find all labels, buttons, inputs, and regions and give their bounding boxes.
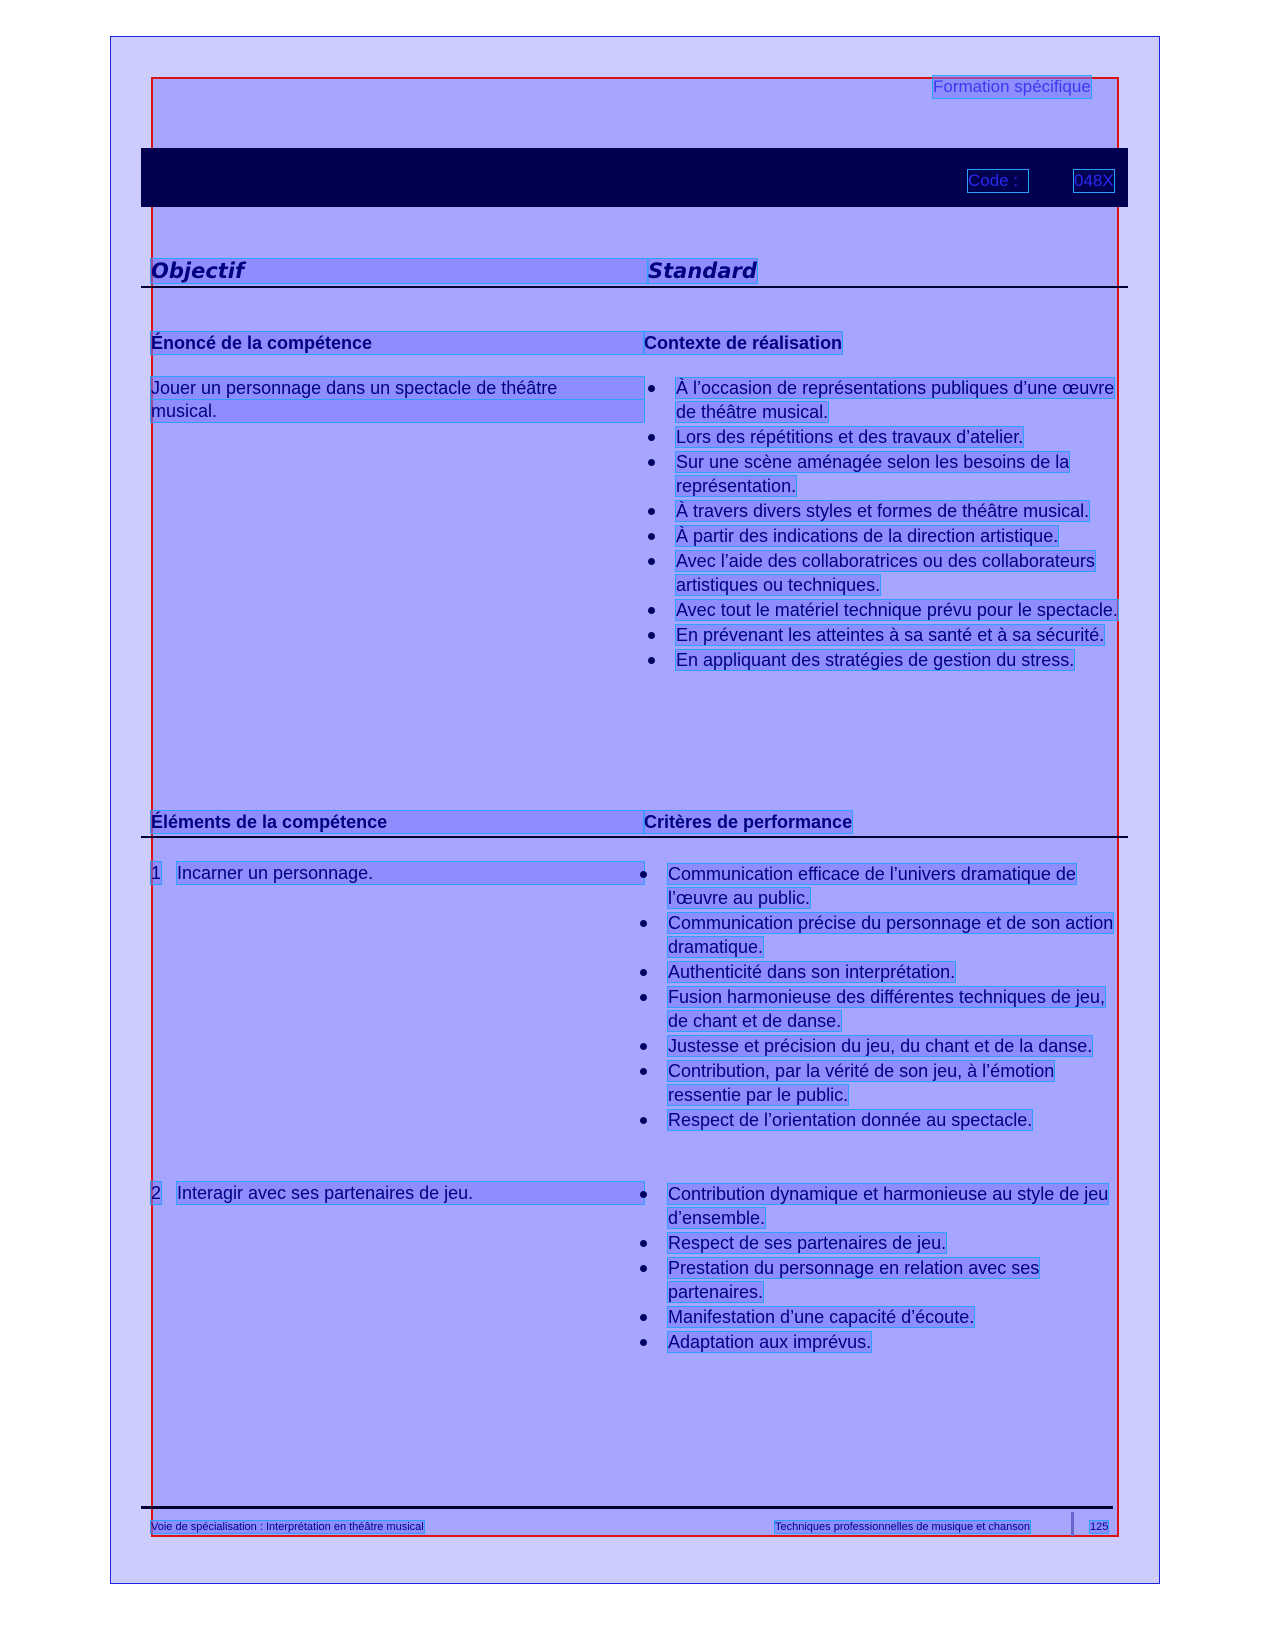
bullet-icon bbox=[640, 1068, 647, 1075]
footer-left: Voie de spécialisation : Interprétation en théâtre musical bbox=[151, 1521, 424, 1533]
bullet-icon bbox=[640, 1265, 647, 1272]
bullet-icon bbox=[640, 994, 647, 1001]
bullet-icon bbox=[648, 434, 655, 441]
element-2-number: 2 bbox=[151, 1183, 162, 1203]
bullet-icon bbox=[640, 1339, 647, 1346]
bullet-icon bbox=[648, 632, 655, 639]
list-item: Manifestation d’une capacité d’écoute. bbox=[668, 1305, 1118, 1329]
contexte-list bbox=[676, 376, 1118, 673]
list-item: À travers divers styles et formes de théâtre musical. bbox=[676, 499, 1118, 523]
bullet-icon bbox=[648, 558, 655, 565]
element-1-number: 1 bbox=[151, 863, 162, 883]
formation-label: Formation spécifique bbox=[933, 77, 1091, 96]
list-item: Adaptation aux imprévus. bbox=[668, 1330, 1118, 1354]
list-item: Sur une scène aménagée selon les besoins de la représentation. bbox=[676, 450, 1118, 498]
bullet-icon bbox=[640, 1240, 647, 1247]
criteria-list-2 bbox=[668, 1182, 1118, 1355]
list-item: En prévenant les atteintes à sa santé et à sa sécurité. bbox=[676, 623, 1118, 647]
list-item: Authenticité dans son interprétation. bbox=[668, 960, 1118, 984]
bullet-icon bbox=[640, 969, 647, 976]
enonce-text-line2: musical. bbox=[151, 400, 644, 422]
list-item: Lors des répétitions et des travaux d’atelier. bbox=[676, 425, 1118, 449]
criteres-title: Critères de performance bbox=[644, 812, 853, 832]
objectif-title: Objectif bbox=[151, 259, 648, 283]
element-1-label: Incarner un personnage. bbox=[177, 862, 644, 884]
bullet-icon bbox=[640, 871, 647, 878]
elements-rule bbox=[141, 836, 1128, 838]
list-item: Contribution, par la vérité de son jeu, à l’émotion ressentie par le public. bbox=[668, 1059, 1118, 1107]
bullet-icon bbox=[640, 1314, 647, 1321]
list-item: Respect de ses partenaires de jeu. bbox=[668, 1231, 1118, 1255]
enonce-text-line1: Jouer un personnage dans un spectacle de théâtre bbox=[151, 377, 644, 399]
bullet-icon bbox=[648, 385, 655, 392]
code-label: Code : bbox=[968, 170, 1028, 192]
elements-title: Éléments de la compétence bbox=[151, 811, 644, 833]
list-item: Avec tout le matériel technique prévu pour le spectacle. bbox=[676, 598, 1118, 622]
element-2-label: Interagir avec ses partenaires de jeu. bbox=[177, 1182, 644, 1204]
list-item: Prestation du personnage en relation avec ses partenaires. bbox=[668, 1256, 1118, 1304]
footer-right: Techniques professionnelles de musique et chanson bbox=[775, 1521, 1030, 1533]
bullet-icon bbox=[648, 508, 655, 515]
bullet-icon bbox=[648, 607, 655, 614]
list-item: Communication précise du personnage et de son action dramatique. bbox=[668, 911, 1118, 959]
code-value: 048X bbox=[1074, 171, 1114, 190]
page-number: 125 bbox=[1090, 1521, 1109, 1533]
footer-rule bbox=[141, 1506, 1113, 1509]
list-item: En appliquant des stratégies de gestion du stress. bbox=[676, 648, 1118, 672]
list-item: À partir des indications de la direction artistique. bbox=[676, 524, 1118, 548]
bullet-icon bbox=[648, 657, 655, 664]
footer-separator bbox=[1071, 1512, 1074, 1536]
list-item: Respect de l’orientation donnée au spectacle. bbox=[668, 1108, 1118, 1132]
bullet-icon bbox=[640, 920, 647, 927]
list-item: Contribution dynamique et harmonieuse au style de jeu d’ensemble. bbox=[668, 1182, 1118, 1230]
enonce-title: Énoncé de la compétence bbox=[151, 332, 644, 354]
bullet-icon bbox=[648, 533, 655, 540]
bullet-icon bbox=[640, 1117, 647, 1124]
contexte-title: Contexte de réalisation bbox=[644, 333, 843, 353]
title-rule bbox=[141, 286, 1128, 288]
bullet-icon bbox=[640, 1043, 647, 1050]
list-item: À l’occasion de représentations publiques d’une œuvre de théâtre musical. bbox=[676, 376, 1118, 424]
list-item: Avec l’aide des collaboratrices ou des collaborateurs artistiques ou techniques. bbox=[676, 549, 1118, 597]
bullet-icon bbox=[648, 459, 655, 466]
standard-title: Standard bbox=[648, 259, 757, 283]
bullet-icon bbox=[640, 1191, 647, 1198]
list-item: Justesse et précision du jeu, du chant et de la danse. bbox=[668, 1034, 1118, 1058]
list-item: Communication efficace de l’univers dramatique de l’œuvre au public. bbox=[668, 862, 1118, 910]
list-item: Fusion harmonieuse des différentes techniques de jeu, de chant et de danse. bbox=[668, 985, 1118, 1033]
criteria-list-1 bbox=[668, 862, 1118, 1133]
